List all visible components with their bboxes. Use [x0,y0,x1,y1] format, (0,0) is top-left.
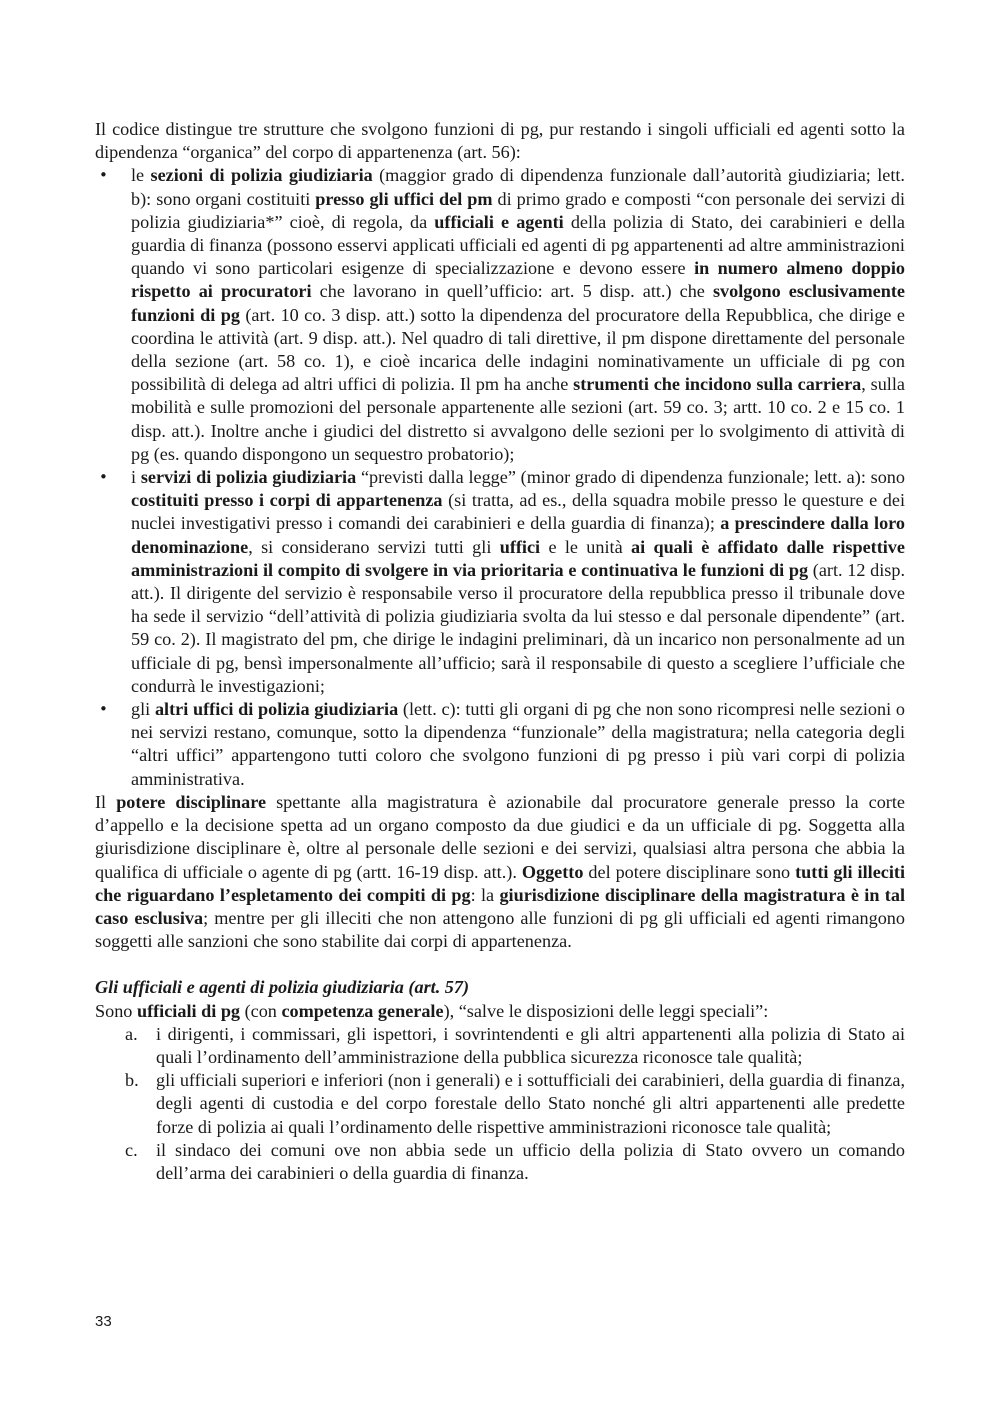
list-item: a. i dirigenti, i commissari, gli ispettori, i sovrintendenti e gli altri appartenenti alla polizia di Stato ai quali l’ordinamento dell’amministrazione della pubblica sicurezza riconosce tale qualità; [125,1023,905,1067]
list-item-sezioni: • le sezioni di polizia giudiziaria (maggior grado di dipendenza funzionale dall’autorità giudiziaria; lett. b): sono organi costituiti presso gli uffici del pm di primo grado e composti “con personale dei servizi di polizia giudiziaria*” cioè, di regola, da ufficiali e agenti della polizia di Stato, dei carabinieri e della guardia di finanza (possono esservi applicati ufficiali ed agenti di pg appartenenti ad altre amministrazioni quando vi sono particolari esigenze di specializzazione e devono essere in numero almeno doppio rispetto ai procuratori che lavorano in quell’ufficio: art. 5 disp. att.) che svolgono esclusivamente funzioni di pg (art. 10 co. 3 disp. att.) sotto la dipendenza del procuratore della Repubblica, che dirige e coordina le attività (art. 9 disp. att.). Nel quadro di tali direttive, il pm dispone direttamente del personale della sezione (art. 58 co. 1), e cioè incarica delle indagini nominativamente un ufficiale di pg con possibilità di delega ad altri uffici di polizia. Il pm ha anche strumenti che incidono sulla carriera, sulla mobilità e sulle promozioni del personale appartenente alle sezioni (art. 59 co. 3; artt. 10 co. 2 e 15 co. 1 disp. att.). Inoltre anche i giudici del distretto si avvalgono delle sezioni per lo svolgimento di attività di pg (es. quando dispongono un sequestro probatorio); [95,164,905,466]
officers-intro: Sono ufficiali di pg (con competenza generale), “salve le disposizioni delle leggi speciali”: [95,1000,769,1021]
list-item: c. il sindaco dei comuni ove non abbia sede un ufficio della polizia di Stato ovvero un comando dell’arma dei carabinieri o della guardia di finanza. [125,1139,905,1183]
list-marker: a. [125,1023,138,1044]
document-body [95,118,905,1185]
officers-list [95,1023,905,1185]
list-marker: c. [125,1139,138,1160]
disciplinary-paragraph: Il potere disciplinare spettante alla magistratura è azionabile dal procuratore generale presso la corte d’appello e la decisione spetta ad un organo composto da due giudici e da un ufficiale di pg. Soggetta alla giurisdizione disciplinare è, oltre al personale delle sezioni e dei servizi, qualsiasi altra persona che abbia la qualifica di ufficiale o agente di pg (artt. 16-19 disp. att.). Oggetto del potere disciplinare sono tutti gli illeciti che riguardano l’espletamento dei compiti di pg: la giurisdizione disciplinare della magistratura è in tal caso esclusiva; mentre per gli illeciti che non attengono alle funzioni di pg gli ufficiali ed agenti rimangono soggetti alle sanzioni che sono stabilite dai corpi di appartenenza. [95,791,905,952]
intro-paragraph: Il codice distingue tre strutture che svolgono funzioni di pg, pur restando i singoli ufficiali ed agenti sotto la dipendenza “organica” del corpo di appartenenza (art. 56): [95,119,905,163]
section-heading: Gli ufficiali e agenti di polizia giudiziaria (art. 57) [95,977,470,998]
page-number: 33 [95,1313,112,1330]
structures-list [95,164,905,790]
list-item: b. gli ufficiali superiori e inferiori (non i generali) e i sottufficiali dei carabinieri, della guardia di finanza, degli agenti di custodia e del corpo forestale dello Stato nonché gli altri appartenenti alle predette forze di polizia ai quali l’ordinamento delle rispettive amministrazioni riconosce tale qualità; [125,1070,905,1137]
list-marker: b. [125,1070,139,1091]
list-item-altri-uffici: • gli altri uffici di polizia giudiziaria (lett. c): tutti gli organi di pg che non sono ricompresi nelle sezioni o nei servizi restano, comunque, sotto la dipendenza “funzionale” della magistratura; nella categoria degli “altri uffici” appartengono tutti coloro che svolgono funzioni di pg presso i più vari corpi di polizia amministrativa. [95,698,905,791]
list-item-servizi: • i servizi di polizia giudiziaria “previsti dalla legge” (minor grado di dipendenza funzionale; lett. a): sono costituiti presso i corpi di appartenenza (si tratta, ad es., della squadra mobile presso le questure e dei nuclei investigativi presso i comandi dei carabinieri e della guardia di finanza); a prescindere dalla loro denominazione, si considerano servizi tutti gli uffici e le unità ai quali è affidato dalle rispettive amministrazioni il compito di svolgere in via prioritaria e continuativa le funzioni di pg (art. 12 disp. att.). Il dirigente del servizio è responsabile verso il procuratore della repubblica presso il tribunale dove ha sede il servizio “dell’attività di polizia giudiziaria svolta da lui stesso e dal personale dipendente” (art. 59 co. 2). Il magistrato del pm, che dirige le indagini preliminari, dà un incarico non personalmente ad un ufficiale di pg, bensì impersonalmente all’ufficio; sarà il responsabile di questo a scegliere l’ufficiale che condurrà le investigazioni; [95,466,905,698]
